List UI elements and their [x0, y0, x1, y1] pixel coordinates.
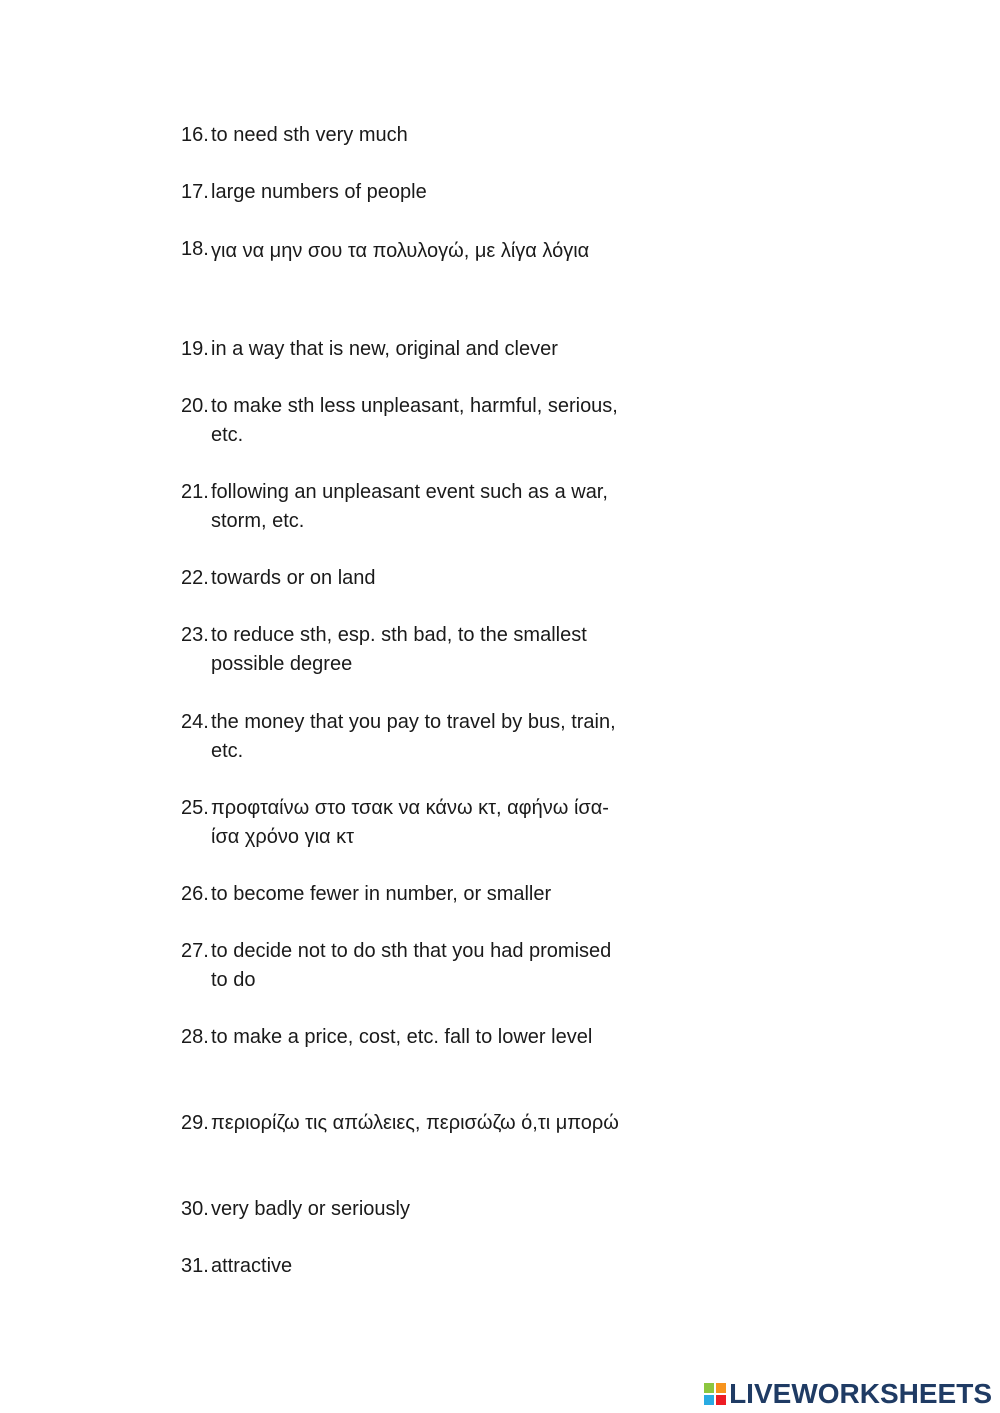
item-text: προφταίνω στο τσακ να κάνω κτ, αφήνω ίσα-ίσα χρόνο για κτ	[211, 797, 609, 848]
item-text: to become fewer in number, or smaller	[211, 883, 552, 905]
item-text: to decide not to do sth that you had promised to do	[211, 940, 612, 991]
list-item	[181, 621, 621, 679]
list-item	[181, 880, 621, 909]
item-number: 31.	[181, 1255, 209, 1277]
list-item	[181, 121, 621, 150]
list-item	[181, 178, 621, 207]
item-number: 19.	[181, 338, 209, 360]
item-text: περιορίζω τις απώλειες, περισώζω ό,τι μπορώ	[211, 1112, 619, 1134]
item-text: very badly or seriously	[211, 1198, 410, 1220]
item-number: 27.	[181, 940, 209, 962]
item-text: the money that you pay to travel by bus, train, etc.	[211, 711, 616, 762]
list-item	[181, 1023, 621, 1052]
item-number: 26.	[181, 883, 209, 905]
item-text: to reduce sth, esp. sth bad, to the smallest possible degree	[211, 624, 587, 675]
list-item	[181, 1195, 621, 1224]
liveworksheets-logo	[704, 1379, 992, 1409]
logo-label: LIVEWORKSHEETS	[729, 1378, 992, 1409]
item-number: 16.	[181, 124, 209, 146]
item-text: in a way that is new, original and clever	[211, 338, 558, 360]
item-number: 18.	[181, 238, 209, 260]
list-item	[181, 794, 621, 852]
item-number: 30.	[181, 1198, 209, 1220]
list-item	[181, 564, 621, 593]
item-text: to make a price, cost, etc. fall to lower level	[211, 1026, 593, 1048]
list-item	[181, 392, 621, 450]
item-number: 25.	[181, 797, 209, 819]
item-text: attractive	[211, 1255, 293, 1277]
item-number: 23.	[181, 624, 209, 646]
item-number: 28.	[181, 1026, 209, 1048]
item-number: 20.	[181, 395, 209, 417]
item-number: 17.	[181, 181, 209, 203]
item-text: to need sth very much	[211, 124, 408, 146]
item-text: για να μην σου τα πολυλογώ, με λίγα λόγια	[211, 240, 590, 262]
item-text: following an unpleasant event such as a war, storm, etc.	[211, 481, 608, 532]
item-text: towards or on land	[211, 567, 376, 589]
liveworksheets-logo-icon	[704, 1383, 726, 1405]
list-item	[181, 235, 621, 267]
item-text: to make sth less unpleasant, harmful, serious, etc.	[211, 395, 618, 446]
list-item	[181, 1252, 621, 1281]
list-item	[181, 708, 621, 766]
item-number: 29.	[181, 1112, 209, 1134]
item-text: large numbers of people	[211, 181, 427, 203]
list-item	[181, 1109, 621, 1138]
item-number: 21.	[181, 481, 209, 503]
list-item	[181, 478, 621, 536]
list-item	[181, 937, 621, 995]
item-number: 24.	[181, 711, 209, 733]
item-number: 22.	[181, 567, 209, 589]
list-item	[181, 335, 621, 364]
